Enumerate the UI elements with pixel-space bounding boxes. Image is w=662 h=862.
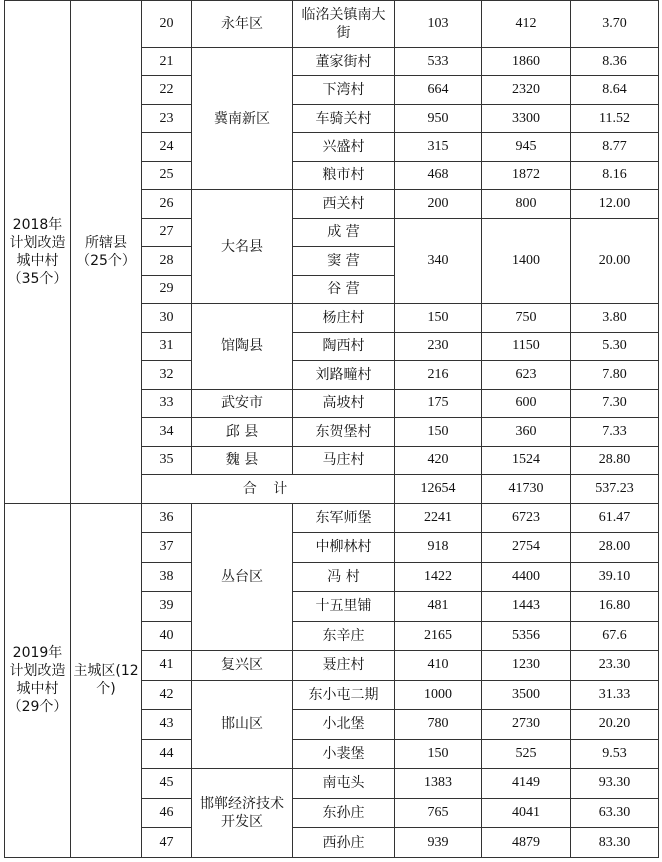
- row-number: 46: [142, 798, 192, 828]
- row-number: 42: [142, 680, 192, 710]
- area-cell: 39.10: [571, 562, 659, 592]
- district-cell: 邯山区: [192, 680, 293, 769]
- village-cell: 马庄村: [293, 446, 395, 474]
- village-cell: 临洺关镇南大街: [293, 1, 395, 48]
- area-cell: 83.30: [571, 828, 659, 858]
- district-cell: 冀南新区: [192, 47, 293, 189]
- households-cell: 2165: [395, 621, 482, 651]
- row-number: 30: [142, 304, 192, 332]
- village-cell: 西关村: [293, 190, 395, 218]
- district-cell: 永年区: [192, 1, 293, 48]
- households-cell: 765: [395, 798, 482, 828]
- village-cell: 窦 营: [293, 247, 395, 275]
- village-cell: 中柳林村: [293, 533, 395, 563]
- village-cell: 小北堡: [293, 710, 395, 740]
- population-cell: 3300: [482, 104, 571, 132]
- population-cell: 945: [482, 133, 571, 161]
- area-cell: 3.70: [571, 1, 659, 48]
- total-area: 537.23: [571, 475, 659, 503]
- row-number: 44: [142, 739, 192, 769]
- households-cell: 664: [395, 76, 482, 104]
- households-cell: 780: [395, 710, 482, 740]
- households-cell: 533: [395, 47, 482, 75]
- row-number: 38: [142, 562, 192, 592]
- population-cell: 4400: [482, 562, 571, 592]
- area-cell: 16.80: [571, 592, 659, 622]
- village-cell: 刘路疃村: [293, 361, 395, 389]
- group-sub-label: 主城区(12个): [71, 503, 142, 857]
- area-cell: 8.64: [571, 76, 659, 104]
- population-cell: 525: [482, 739, 571, 769]
- population-cell: 4149: [482, 769, 571, 799]
- area-cell: 31.33: [571, 680, 659, 710]
- households-cell: 468: [395, 161, 482, 189]
- row-number: 28: [142, 247, 192, 275]
- district-cell: 魏 县: [192, 446, 293, 474]
- households-cell: 481: [395, 592, 482, 622]
- row-number: 35: [142, 446, 192, 474]
- population-cell: 623: [482, 361, 571, 389]
- district-cell: 丛台区: [192, 503, 293, 651]
- district-cell: 邯郸经济技术开发区: [192, 769, 293, 858]
- row-number: 39: [142, 592, 192, 622]
- area-cell: 12.00: [571, 190, 659, 218]
- row-number: 24: [142, 133, 192, 161]
- village-cell: 陶西村: [293, 332, 395, 360]
- area-cell: 9.53: [571, 739, 659, 769]
- population-cell: 360: [482, 418, 571, 446]
- district-cell: 复兴区: [192, 651, 293, 681]
- row-number: 33: [142, 389, 192, 417]
- village-cell: 东小屯二期: [293, 680, 395, 710]
- row-number: 41: [142, 651, 192, 681]
- village-cell: 成 营: [293, 218, 395, 246]
- row-number: 34: [142, 418, 192, 446]
- row-number: 45: [142, 769, 192, 799]
- population-cell: 3500: [482, 680, 571, 710]
- village-cell: 东辛庄: [293, 621, 395, 651]
- area-cell: 20.20: [571, 710, 659, 740]
- row-number: 29: [142, 275, 192, 303]
- row-number: 32: [142, 361, 192, 389]
- area-cell: 93.30: [571, 769, 659, 799]
- district-cell: 大名县: [192, 190, 293, 304]
- row-number: 47: [142, 828, 192, 858]
- row-number: 20: [142, 1, 192, 48]
- population-cell: 1400: [482, 218, 571, 303]
- households-cell: 939: [395, 828, 482, 858]
- area-cell: 28.00: [571, 533, 659, 563]
- village-renovation-table: [4, 0, 659, 858]
- households-cell: 150: [395, 418, 482, 446]
- village-cell: 下湾村: [293, 76, 395, 104]
- households-cell: 340: [395, 218, 482, 303]
- households-cell: 410: [395, 651, 482, 681]
- population-cell: 1443: [482, 592, 571, 622]
- population-cell: 750: [482, 304, 571, 332]
- row-number: 27: [142, 218, 192, 246]
- village-cell: 谷 营: [293, 275, 395, 303]
- area-cell: 28.80: [571, 446, 659, 474]
- population-cell: 1230: [482, 651, 571, 681]
- row-number: 22: [142, 76, 192, 104]
- population-cell: 6723: [482, 503, 571, 533]
- area-cell: 67.6: [571, 621, 659, 651]
- population-cell: 1872: [482, 161, 571, 189]
- village-cell: 小裴堡: [293, 739, 395, 769]
- population-cell: 4879: [482, 828, 571, 858]
- households-cell: 150: [395, 304, 482, 332]
- village-cell: 东贺堡村: [293, 418, 395, 446]
- group-year-label: 2019年计划改造城中村（29个）: [5, 503, 71, 857]
- village-cell: 兴盛村: [293, 133, 395, 161]
- households-cell: 420: [395, 446, 482, 474]
- households-cell: 315: [395, 133, 482, 161]
- area-cell: 23.30: [571, 651, 659, 681]
- village-cell: 东孙庄: [293, 798, 395, 828]
- table-row: [5, 1, 659, 48]
- households-cell: 216: [395, 361, 482, 389]
- group-year-label: 2018年计划改造城中村（35个）: [5, 1, 71, 504]
- village-cell: 西孙庄: [293, 828, 395, 858]
- population-cell: 2754: [482, 533, 571, 563]
- population-cell: 2320: [482, 76, 571, 104]
- village-cell: 聂庄村: [293, 651, 395, 681]
- area-cell: 20.00: [571, 218, 659, 303]
- area-cell: 8.16: [571, 161, 659, 189]
- area-cell: 5.30: [571, 332, 659, 360]
- households-cell: 2241: [395, 503, 482, 533]
- area-cell: 8.77: [571, 133, 659, 161]
- area-cell: 63.30: [571, 798, 659, 828]
- population-cell: 1860: [482, 47, 571, 75]
- area-cell: 8.36: [571, 47, 659, 75]
- village-cell: 杨庄村: [293, 304, 395, 332]
- row-number: 43: [142, 710, 192, 740]
- area-cell: 7.33: [571, 418, 659, 446]
- total-population: 41730: [482, 475, 571, 503]
- group-sub-label: 所辖县（25个）: [71, 1, 142, 504]
- row-number: 31: [142, 332, 192, 360]
- district-cell: 馆陶县: [192, 304, 293, 389]
- village-cell: 粮市村: [293, 161, 395, 189]
- households-cell: 230: [395, 332, 482, 360]
- households-cell: 200: [395, 190, 482, 218]
- row-number: 21: [142, 47, 192, 75]
- population-cell: 5356: [482, 621, 571, 651]
- households-cell: 918: [395, 533, 482, 563]
- population-cell: 1150: [482, 332, 571, 360]
- village-cell: 东军师堡: [293, 503, 395, 533]
- area-cell: 61.47: [571, 503, 659, 533]
- row-number: 26: [142, 190, 192, 218]
- district-cell: 邱 县: [192, 418, 293, 446]
- households-cell: 103: [395, 1, 482, 48]
- households-cell: 1383: [395, 769, 482, 799]
- row-number: 40: [142, 621, 192, 651]
- district-cell: 武安市: [192, 389, 293, 417]
- area-cell: 3.80: [571, 304, 659, 332]
- area-cell: 7.30: [571, 389, 659, 417]
- population-cell: 800: [482, 190, 571, 218]
- row-number: 37: [142, 533, 192, 563]
- population-cell: 1524: [482, 446, 571, 474]
- row-number: 25: [142, 161, 192, 189]
- households-cell: 175: [395, 389, 482, 417]
- area-cell: 11.52: [571, 104, 659, 132]
- table-row: [5, 503, 659, 533]
- row-number: 36: [142, 503, 192, 533]
- village-cell: 冯 村: [293, 562, 395, 592]
- population-cell: 600: [482, 389, 571, 417]
- village-cell: 十五里铺: [293, 592, 395, 622]
- population-cell: 2730: [482, 710, 571, 740]
- population-cell: 4041: [482, 798, 571, 828]
- village-cell: 董家街村: [293, 47, 395, 75]
- village-cell: 高坡村: [293, 389, 395, 417]
- village-cell: 车骑关村: [293, 104, 395, 132]
- row-number: 23: [142, 104, 192, 132]
- village-cell: 南屯头: [293, 769, 395, 799]
- total-label: 合 计: [142, 475, 395, 503]
- population-cell: 412: [482, 1, 571, 48]
- households-cell: 1000: [395, 680, 482, 710]
- area-cell: 7.80: [571, 361, 659, 389]
- total-households: 12654: [395, 475, 482, 503]
- households-cell: 150: [395, 739, 482, 769]
- households-cell: 950: [395, 104, 482, 132]
- households-cell: 1422: [395, 562, 482, 592]
